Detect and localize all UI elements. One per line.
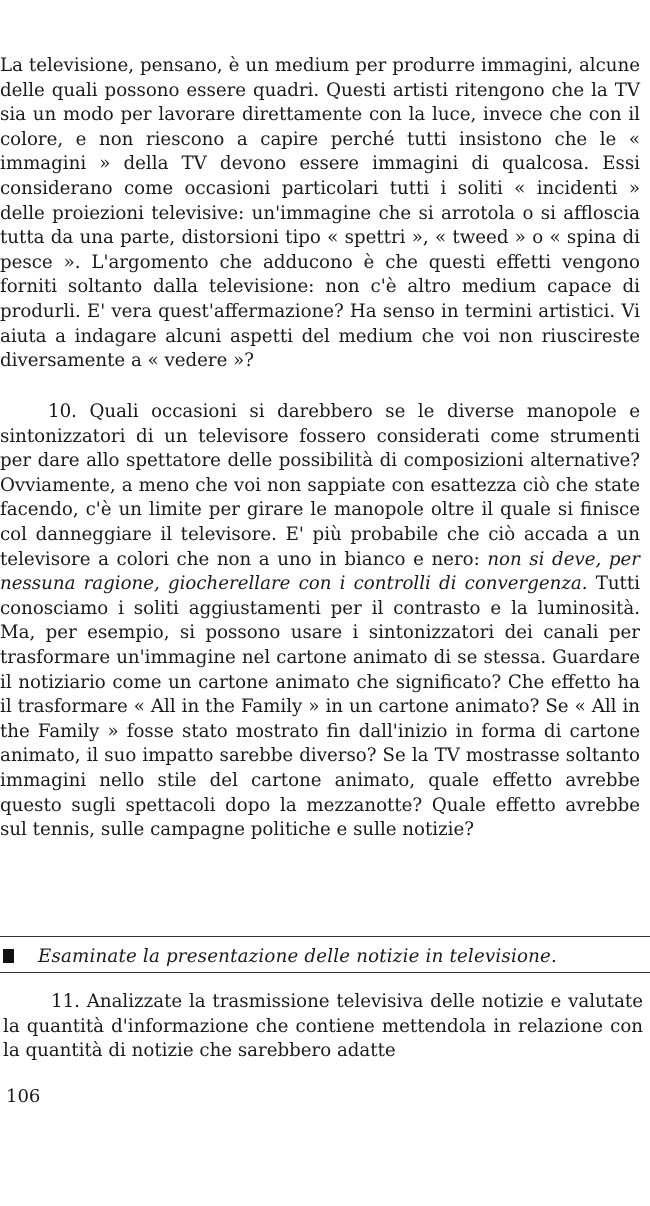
section-rule-bottom	[0, 972, 650, 973]
paragraph-10-italic-warning: non si deve, per nessuna ragione, giocherellare con i controlli di convergenza.	[0, 548, 640, 595]
page-number: 106	[6, 1086, 41, 1107]
black-square-icon	[3, 949, 14, 963]
paragraph-10-text-end: Tutti conosciamo i soliti aggiustamenti per il contrasto e la luminosità. Ma, per esempio, si possono usare i sintonizzatori dei canali per trasformare un'immagine nel cartone animato di se stessa. Guardare il notiziario come un cartone animato che significato? Che effetto ha il trasformare « All in the Family » in un cartone animato? Se « All in the Family » fosse stato mostrato fin dall'inizio in forma di cartone animato, il suo impatto sarebbe diverso? Se la TV mostrasse soltanto immagini nello stile del cartone animato, quale effetto avrebbe questo sugli spettacoli dopo la mezzanotte? Quale effetto avrebbe sul tennis, sulle campagne politiche e sulle notizie?	[0, 573, 640, 841]
paragraph-11: 11. Analizzate la trasmissione televisiva delle notizie e valutate la quantità d'informazione che contiene mettendola in relazione con la quantità di notizie che sarebbero adatte	[3, 991, 643, 1062]
section-heading	[0, 942, 650, 970]
paragraph-9-continuation: La televisione, pensano, è un medium per produrre immagini, alcune delle quali possono essere quadri. Questi artisti ritengono che la TV sia un modo per lavorare direttamente con la luce, invece che con il colore, e non riescono a capire perché tutti insistono che le « immagini » della TV devono essere immagini di qualcosa. Essi considerano come occasioni particolari tutti i soliti « incidenti » delle proiezioni televisive: un'immagine che si arrotola o si affloscia tutta da una parte, distorsioni tipo « spettri », « tweed » o « spina di pesce ». L'argomento che adducono è che questi effetti vengono forniti soltanto dalla televisione: non c'è altro medium capace di produrli. E' vera quest'affermazione? Ha senso in termini artistici. Vi aiuta a indagare alcuni aspetti del medium che voi non riuscireste diversamente a « vedere »?	[0, 55, 640, 372]
section-title: Esaminate la presentazione delle notizie in televisione.	[38, 945, 557, 967]
paragraph-10	[0, 400, 640, 843]
section-rule-top	[0, 936, 650, 937]
paragraph-10-text-start: 10. Quali occasioni si darebbero se le diverse manopole e sintonizzatori di un televisore fossero considerati come strumenti per dare allo spettatore delle possibilità di composizioni alternative? Ovviamente, a meno che voi non sappiate con esattezza ciò che state facendo, c'è un limite per girare le manopole oltre il quale si finisce col danneggiare il televisore. E' più probabile che ciò accada a un televisore a colori che non a uno in bianco e nero:	[0, 401, 640, 570]
